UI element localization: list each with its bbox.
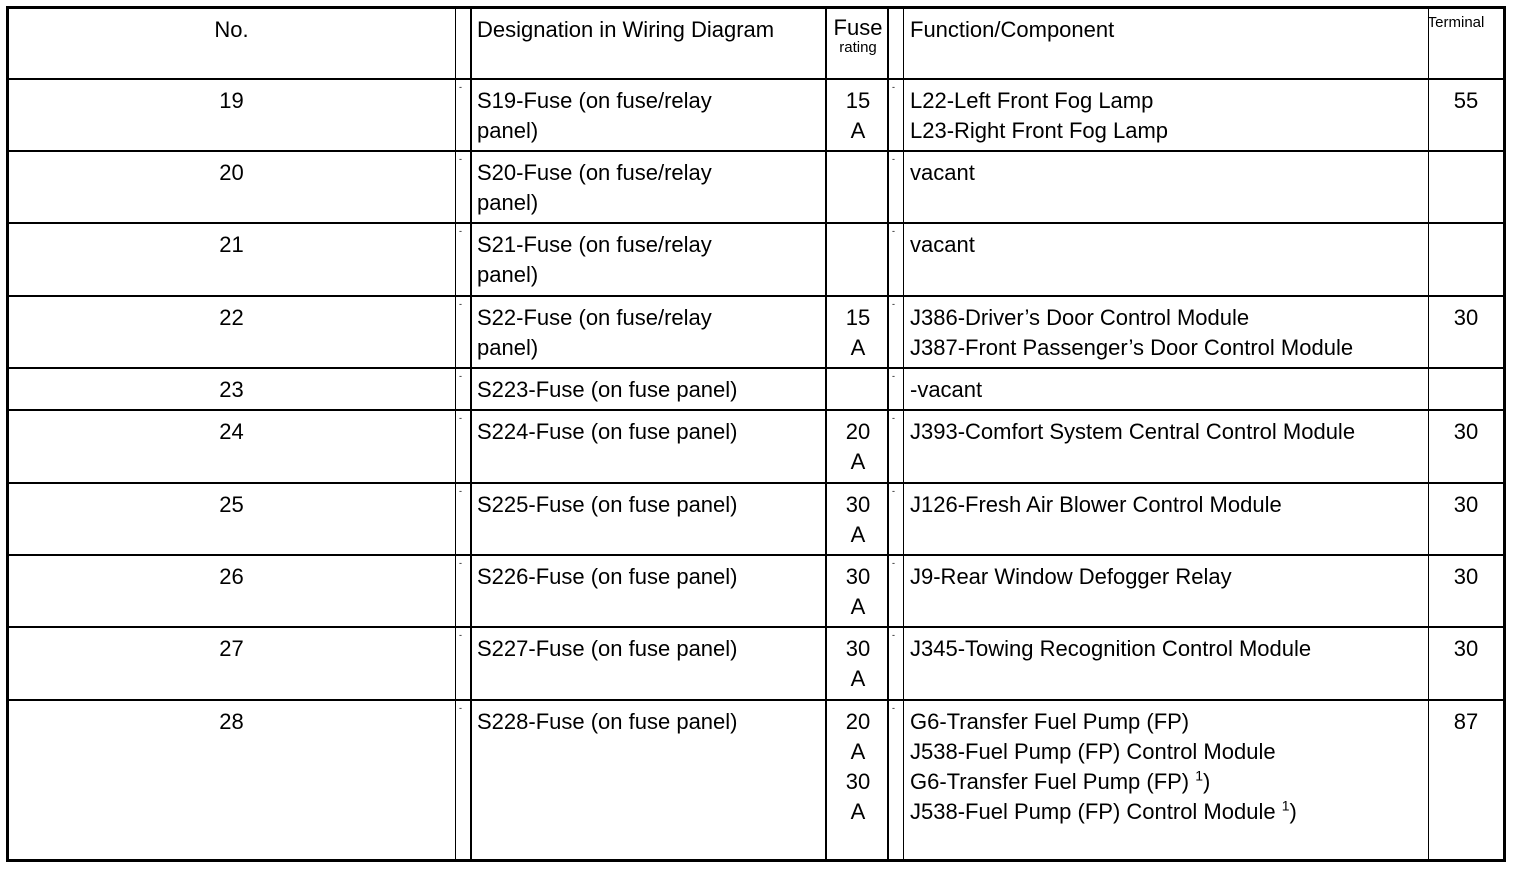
row-divider [9, 482, 1503, 484]
tick-mark: - [459, 558, 462, 568]
row-function [910, 303, 1353, 363]
row-no [9, 707, 454, 737]
tick-mark: - [459, 226, 462, 236]
row-function [910, 634, 1311, 664]
row-terminal [1430, 707, 1502, 737]
function-line: J126-Fresh Air Blower Control Module [910, 492, 1282, 517]
footnote-close: ) [1289, 799, 1297, 824]
divider-v [903, 9, 904, 859]
row-function [910, 230, 975, 260]
row-no-value: 25 [219, 492, 244, 517]
row-terminal [1430, 303, 1502, 333]
terminal-value: 30 [1453, 305, 1479, 330]
fuse-line: A [850, 449, 866, 474]
fuse-line: 30 [845, 564, 871, 589]
fuse-line: A [850, 335, 866, 360]
terminal-value: 30 [1453, 636, 1479, 661]
row-no-value: 23 [219, 377, 244, 402]
row-function [910, 707, 1297, 827]
function-line: J538-Fuel Pump (FP) Control Module $^1$) [910, 797, 1297, 824]
designation-line: panel) [477, 262, 539, 287]
terminal-value: 55 [1453, 88, 1479, 113]
header-designation: Designation in Wiring Diagram [477, 17, 775, 42]
fuse-table [6, 6, 1506, 862]
row-designation [477, 562, 738, 592]
row-no [9, 86, 454, 116]
row-divider [9, 295, 1503, 297]
row-divider [9, 367, 1503, 369]
designation-line: S19-Fuse (on fuse/relay [477, 88, 712, 113]
function-line: J387-Front Passenger’s Door Control Module [910, 335, 1354, 360]
row-no [9, 375, 454, 405]
tick-mark: - [459, 371, 462, 381]
row-function [910, 417, 1355, 447]
row-divider [9, 78, 1503, 80]
row-designation [477, 634, 738, 664]
footnote-mark: 1 [1195, 767, 1204, 784]
row-divider [9, 222, 1503, 224]
row-no-value: 26 [219, 564, 244, 589]
row-designation [477, 490, 738, 520]
row-fuse-rating [827, 417, 889, 477]
terminal-value: 30 [1453, 492, 1479, 517]
fuse-line: 15 [845, 88, 871, 113]
fuse-line: 30 [845, 492, 871, 517]
designation-line: S226-Fuse (on fuse panel) [477, 564, 738, 589]
tick-mark: - [892, 299, 895, 309]
row-divider [9, 554, 1503, 556]
row-terminal [1430, 634, 1502, 664]
row-terminal [1430, 417, 1502, 447]
fuse-line: A [850, 799, 866, 824]
row-fuse-rating [827, 707, 889, 827]
row-designation [477, 230, 712, 290]
row-no [9, 303, 454, 333]
row-no [9, 490, 454, 520]
row-designation [477, 417, 738, 447]
terminal-value: 87 [1453, 709, 1479, 734]
row-no [9, 417, 454, 447]
row-no-value: 24 [219, 419, 244, 444]
fuse-line: 30 [845, 636, 871, 661]
header-fuse-line1: Fuse [833, 15, 883, 40]
footnote-mark: 1 [1281, 797, 1290, 814]
row-function [910, 562, 1232, 592]
fuse-line: A [850, 594, 866, 619]
tick-mark: - [892, 703, 895, 713]
row-function [910, 158, 975, 188]
row-no [9, 230, 454, 260]
function-line: vacant [910, 160, 975, 185]
row-designation [477, 303, 712, 363]
fuse-line: 20 [845, 709, 871, 734]
tick-mark: - [892, 413, 895, 423]
designation-line: S21-Fuse (on fuse/relay [477, 232, 712, 257]
designation-line: panel) [477, 118, 539, 143]
header-terminal: Terminal [1427, 14, 1485, 31]
header-fuse-line2: rating [839, 39, 877, 56]
fuse-line: A [850, 522, 866, 547]
function-line: L22-Left Front Fog Lamp [910, 88, 1154, 113]
fuse-line: 30 [845, 769, 871, 794]
row-no-value: 20 [219, 160, 244, 185]
designation-line: S22-Fuse (on fuse/relay [477, 305, 712, 330]
function-line: L23-Right Front Fog Lamp [910, 118, 1169, 143]
row-terminal [1430, 562, 1502, 592]
row-terminal [1430, 490, 1502, 520]
footnote-close: ) [1203, 769, 1211, 794]
terminal-value: 30 [1453, 419, 1479, 444]
function-line: J538-Fuel Pump (FP) Control Module [910, 739, 1276, 764]
function-line: -vacant [910, 377, 983, 402]
row-fuse-rating [827, 490, 889, 550]
header-function: Function/Component [910, 17, 1115, 42]
row-function [910, 86, 1168, 146]
tick-mark: - [892, 486, 895, 496]
row-no-value: 21 [219, 232, 244, 257]
function-line: G6-Transfer Fuel Pump (FP) $^1$) [910, 767, 1211, 794]
function-line: J386-Driver’s Door Control Module [910, 305, 1250, 330]
row-divider [9, 699, 1503, 701]
fuse-line: 20 [845, 419, 871, 444]
row-no [9, 634, 454, 664]
tick-mark: - [459, 413, 462, 423]
row-function [910, 375, 982, 405]
tick-mark: - [459, 154, 462, 164]
row-divider [9, 409, 1503, 411]
row-fuse-rating [827, 303, 889, 363]
tick-mark: - [892, 82, 895, 92]
row-fuse-rating [827, 634, 889, 694]
tick-mark: - [892, 371, 895, 381]
row-divider [9, 626, 1503, 628]
divider-v [455, 9, 456, 859]
row-no-value: 28 [219, 709, 244, 734]
tick-mark: - [459, 486, 462, 496]
designation-line: panel) [477, 190, 539, 215]
tick-mark: - [892, 226, 895, 236]
row-no-value: 27 [219, 636, 244, 661]
tick-mark: - [459, 630, 462, 640]
designation-line: S228-Fuse (on fuse panel) [477, 709, 738, 734]
row-divider [9, 150, 1503, 152]
row-fuse-rating [827, 86, 889, 146]
fuse-line: A [850, 118, 866, 143]
fuse-line: 15 [845, 305, 871, 330]
function-line: vacant [910, 232, 975, 257]
terminal-value: 30 [1453, 564, 1479, 589]
function-line: J9-Rear Window Defogger Relay [910, 564, 1232, 589]
header-no: No. [214, 17, 249, 42]
function-line: G6-Transfer Fuel Pump (FP) [910, 709, 1190, 734]
designation-line: panel) [477, 335, 539, 360]
tick-mark: - [459, 703, 462, 713]
designation-line: S225-Fuse (on fuse panel) [477, 492, 738, 517]
divider-v [470, 9, 472, 859]
tick-mark: - [892, 630, 895, 640]
function-line: J393-Comfort System Central Control Module [910, 419, 1356, 444]
row-terminal [1430, 86, 1502, 116]
row-no-value: 19 [219, 88, 244, 113]
tick-mark: - [459, 299, 462, 309]
designation-line: S224-Fuse (on fuse panel) [477, 419, 738, 444]
tick-mark: - [459, 82, 462, 92]
designation-line: S227-Fuse (on fuse panel) [477, 636, 738, 661]
function-line: J345-Towing Recognition Control Module [910, 636, 1312, 661]
divider-v [1428, 9, 1429, 859]
row-designation [477, 86, 712, 146]
designation-line: S20-Fuse (on fuse/relay [477, 160, 712, 185]
designation-line: S223-Fuse (on fuse panel) [477, 377, 738, 402]
row-no [9, 562, 454, 592]
tick-mark: - [892, 154, 895, 164]
row-designation [477, 375, 738, 405]
row-fuse-rating [827, 562, 889, 622]
fuse-line: A [850, 739, 866, 764]
row-designation [477, 158, 712, 218]
tick-mark: - [892, 558, 895, 568]
row-designation [477, 707, 738, 737]
row-no [9, 158, 454, 188]
fuse-line: A [850, 666, 866, 691]
header-fuse [827, 17, 889, 57]
row-function [910, 490, 1282, 520]
row-no-value: 22 [219, 305, 244, 330]
